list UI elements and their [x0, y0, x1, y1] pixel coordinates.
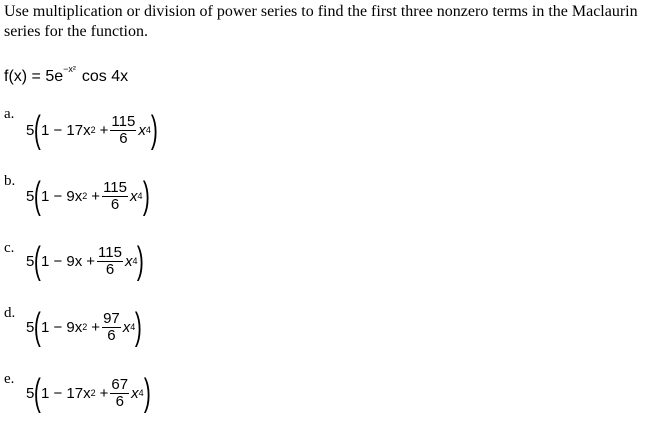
choice-b-tail-exp: 4: [137, 191, 143, 201]
choice-c-denominator: 6: [105, 260, 115, 278]
right-paren: ): [135, 306, 143, 348]
choice-b-coef: 5: [26, 187, 35, 205]
right-paren: ): [137, 240, 145, 282]
choice-c-numerator: 115: [98, 243, 122, 261]
choice-a-denominator: 6: [119, 129, 128, 147]
choice-a-letter: a.: [4, 106, 15, 122]
choice-d-lead-exp: 2: [82, 322, 88, 332]
choice-a-tail: x: [138, 121, 146, 139]
choice-a-tail-exp: 4: [145, 125, 151, 135]
choice-c-fraction: [97, 245, 123, 278]
choice-b-letter: b.: [4, 173, 16, 189]
choice-a-numerator: 115: [111, 112, 136, 130]
choice-b-fraction: [102, 180, 128, 213]
function-rhs: cos 4x: [81, 68, 129, 85]
choice-d-fraction: [102, 311, 121, 344]
left-paren: (: [34, 175, 42, 217]
choice-d-numerator: 97: [103, 309, 120, 327]
choice-c-lead: 1 − 9x: [41, 252, 83, 270]
function-expression: [4, 64, 128, 86]
choice-b-numerator: 115: [103, 178, 127, 196]
choice-e-coef: 5: [26, 384, 35, 402]
choice-a-fraction: [110, 114, 136, 147]
choice-a-coef: 5: [26, 121, 35, 139]
choice-e-letter: e.: [4, 371, 15, 387]
choice-e-lead: 1 − 17x: [41, 384, 91, 402]
choice-c-coef: 5: [26, 252, 35, 270]
question-text: Use multiplication or division of power series to find the first three nonzero terms in the Maclaurin series for the function.: [4, 3, 638, 40]
choice-e-lead-exp: 2: [90, 388, 96, 398]
function-lhs: f(x) = 5e: [4, 68, 64, 85]
choice-a-lead-exp: 2: [90, 125, 96, 135]
choice-a-lead: 1 − 17x: [41, 121, 91, 139]
choice-c-expression[interactable]: [26, 239, 144, 283]
choice-d-tail-exp: 4: [130, 322, 136, 332]
left-paren: (: [34, 372, 42, 414]
choice-d-tail: x: [122, 318, 131, 336]
choice-e-expression[interactable]: [26, 371, 150, 415]
choice-a-expression[interactable]: [26, 108, 158, 152]
choice-b-lead: 1 − 9x: [41, 187, 83, 205]
choice-e-tail: x: [131, 384, 139, 402]
right-paren: ): [150, 109, 158, 151]
choice-d-denominator: 6: [107, 326, 116, 344]
choice-e-plus: +: [99, 384, 109, 402]
choice-b-plus: +: [91, 187, 101, 205]
choice-e-denominator: 6: [115, 392, 124, 410]
choice-c-letter: c.: [4, 240, 15, 256]
right-paren: ): [142, 175, 150, 217]
choice-d-plus: +: [91, 318, 101, 336]
choice-e-numerator: 67: [111, 375, 129, 393]
choice-b-lead-exp: 2: [82, 191, 88, 201]
choice-b-denominator: 6: [110, 195, 120, 213]
left-paren: (: [34, 240, 42, 282]
choice-d-expression[interactable]: [26, 305, 142, 349]
choice-c-plus: +: [86, 252, 96, 270]
choice-e-tail-exp: 4: [138, 388, 144, 398]
function-exponent: −x²: [63, 64, 76, 74]
choice-d-letter: d.: [4, 305, 16, 321]
left-paren: (: [34, 306, 42, 348]
choice-d-coef: 5: [26, 318, 35, 336]
choice-c-tail: x: [124, 252, 133, 270]
left-paren: (: [34, 109, 42, 151]
choice-b-tail: x: [129, 187, 138, 205]
choice-d-lead: 1 − 9x: [41, 318, 83, 336]
choice-e-fraction: [110, 377, 129, 410]
choice-c-tail-exp: 4: [132, 256, 138, 266]
choice-b-expression[interactable]: [26, 174, 149, 218]
right-paren: ): [143, 372, 151, 414]
choice-a-plus: +: [99, 121, 109, 139]
